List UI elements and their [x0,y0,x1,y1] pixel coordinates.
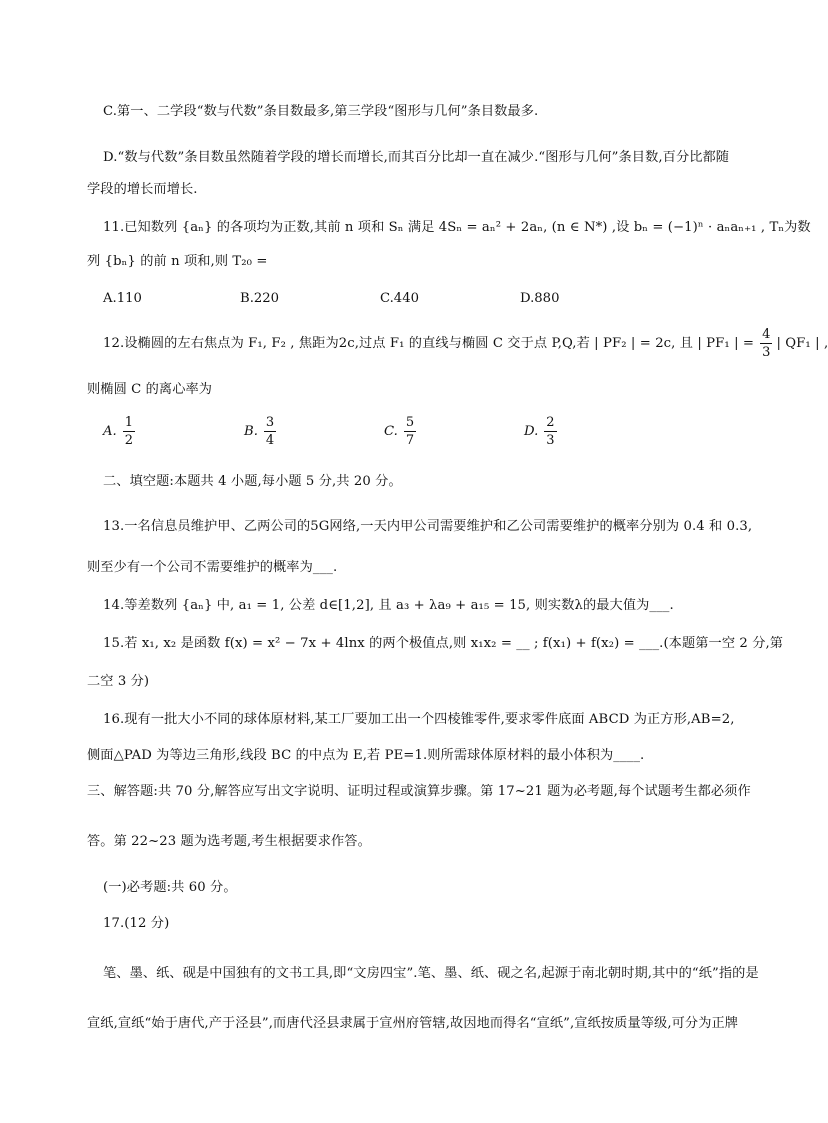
question-15-line2: 二空 3 分) [87,674,150,689]
q12-option-c-num: 5 [405,415,415,430]
q12-option-b [244,414,276,449]
question-17-line1: 笔、墨、纸、砚是中国独有的文书工具,即“文房四宝”.笔、墨、纸、砚之名,起源于南北朝时期,其中的“纸”指的是 [103,966,759,981]
q12-option-d-den: 3 [546,433,555,448]
q11-option-a: A.110 [103,291,142,306]
section-3-heading-line1: 三、解答题:共 70 分,解答应写出文字说明、证明过程或演算步骤。第 17~21 题为必考题,每个试题考生都必须作 [87,784,751,799]
q11-option-b: B.220 [240,291,280,306]
q11-option-d: D.880 [520,291,560,306]
section-2-heading: 二、填空题:本题共 4 小题,每小题 5 分,共 20 分。 [103,474,402,489]
q12-option-b-num: 3 [265,415,275,430]
q12-option-b-fraction [264,414,276,449]
q11-option-c: C.440 [380,291,419,306]
q12-option-c-letter: C. [384,424,398,439]
question-11-line2: 列 {bₙ} 的前 n 项和,则 T₂₀ = [87,254,268,269]
option-d-text-line2: 学段的增长而增长. [87,182,198,197]
question-13-line1: 13.一名信息员维护甲、乙两公司的5G网络,一天内甲公司需要维护和乙公司需要维护的概率分别为 0.4 和 0.3, [103,519,753,534]
question-15-line1: 15.若 x₁, x₂ 是函数 f(x) = x² − 7x + 4lnx 的两个极值点,则 x₁x₂ = __ ; f(x₁) + f(x₂) = ___.(本题第一空 2 分,第 [103,636,784,651]
question-16-line2: 侧面△PAD 为等边三角形,线段 BC 的中点为 E,若 PE=1.则所需球体原材料的最小体积为____. [87,748,645,763]
question-17-title: 17.(12 分) [103,916,170,931]
section-3-heading-line2: 答。第 22~23 题为选考题,考生根据要求作答。 [87,834,371,849]
q12-option-a-num: 1 [124,415,133,430]
q12-option-c-fraction [404,414,416,449]
question-12-line1 [103,326,828,361]
q12-option-a-letter: A. [103,424,117,439]
q12-text: 12.设椭圆的左右焦点为 F₁, F₂ , 焦距为2c,过点 F₁ 的直线与椭圆 C 交于点 P,Q,若 | PF₂ | = 2c, 且 | PF₁ | = [103,336,755,351]
option-c-text: C.第一、二学段“数与代数”条目数最多,第三学段“图形与几何”条目数最多. [103,104,539,119]
q12-option-d-fraction [544,414,556,449]
q12-option-a-den: 2 [124,433,133,448]
question-16-line1: 16.现有一批大小不同的球体原材料,某工厂要加工出一个四棱锥零件,要求零件底面 ABCD 为正方形,AB=2, [103,712,735,727]
option-d-text-line1: D.“数与代数”条目数虽然随着学段的增长而增长,而其百分比却一直在减少.“图形与几何”条目数,百分比都随 [103,150,730,165]
question-11-line1: 11.已知数列 {aₙ} 的各项均为正数,其前 n 项和 Sₙ 满足 4Sₙ = aₙ² + 2aₙ, (n ∈ N*) ,设 bₙ = (−1)ⁿ · aₙaₙ₊₁ , Tₙ为数 [103,220,811,235]
q12-option-c-den: 7 [405,433,415,448]
q12-text-tail: | QF₁ | , [776,336,828,351]
q12-option-c [384,414,416,449]
q12-option-b-letter: B. [244,424,258,439]
q12-option-b-den: 4 [265,433,275,448]
question-14: 14.等差数列 {aₙ} 中, a₁ = 1, 公差 d∈[1,2], 且 a₃ + λa₉ + a₁₅ = 15, 则实数λ的最大值为___. [103,598,674,613]
q12-option-a [103,414,135,449]
q12-option-d [524,414,557,449]
q12-option-d-letter: D. [524,424,539,439]
required-section-heading: (一)必考题:共 60 分。 [103,880,237,895]
q12-option-d-num: 2 [546,415,555,430]
question-17-line2: 宣纸,宣纸“始于唐代,产于泾县”,而唐代泾县隶属于宣州府管辖,故因地而得名“宣纸”,宣纸按质量等级,可分为正牌 [87,1016,739,1031]
q12-fraction [760,326,772,361]
question-13-line2: 则至少有一个公司不需要维护的概率为___. [87,560,338,575]
q12-option-a-fraction [123,414,135,449]
q12-fraction-den: 3 [762,345,771,360]
q12-fraction-num: 4 [762,327,771,342]
question-12-line2: 则椭圆 C 的离心率为 [87,382,213,397]
